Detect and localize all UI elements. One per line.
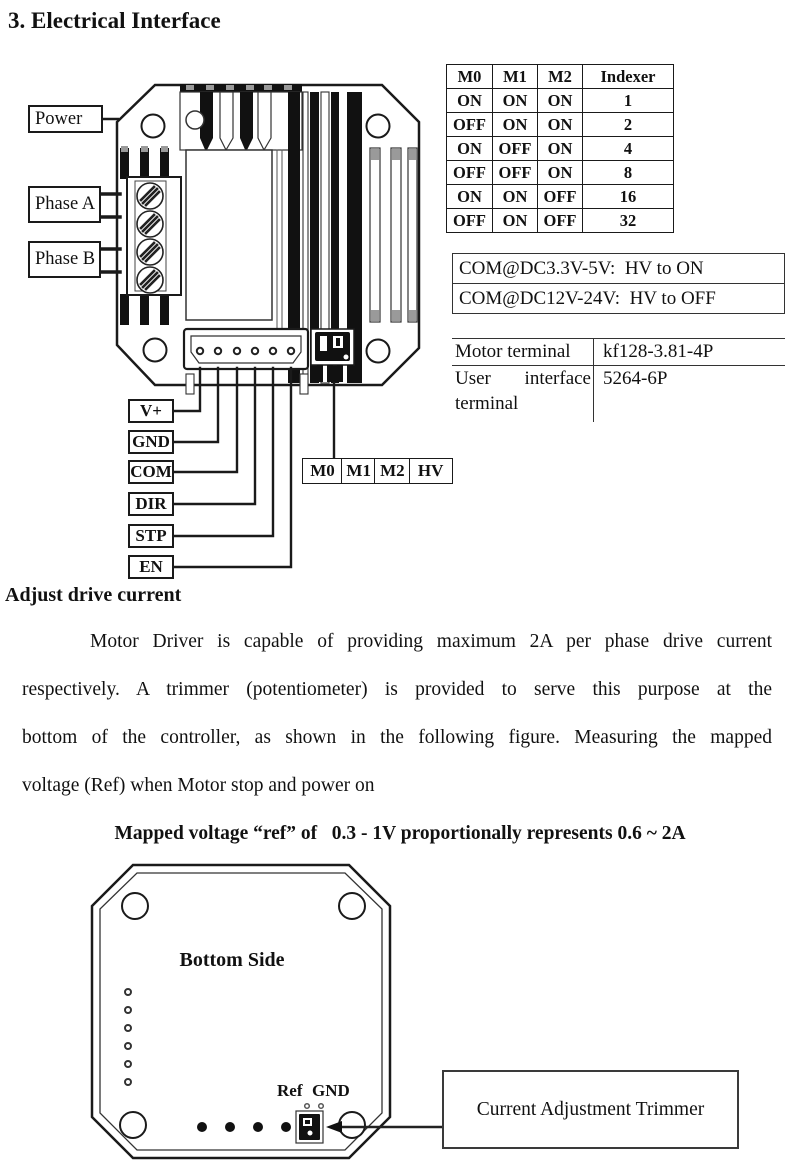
mode-label-m1: M1 [341, 458, 376, 484]
cell: ON [538, 137, 583, 161]
mode-label-m0: M0 [302, 458, 343, 484]
table-row [447, 89, 674, 113]
cell: 16 [583, 185, 674, 209]
table-row [447, 185, 674, 209]
phase-a-label-box [28, 186, 101, 223]
bottom-side-label: Bottom Side [179, 949, 285, 971]
paragraph-line: bottom of the controller, as shown in the following figure. Measuring the mapped [22, 727, 772, 748]
table-row [447, 137, 674, 161]
cell: OFF [447, 161, 493, 185]
fin-hole [186, 111, 204, 129]
page-title: 3. Electrical Interface [8, 8, 221, 33]
terminal-name: User interface terminal [452, 366, 594, 422]
cell: OFF [493, 161, 538, 185]
power-label: Power [35, 108, 83, 129]
dip-switch [311, 329, 354, 382]
cell: ON [538, 113, 583, 137]
cell: ON [538, 161, 583, 185]
indexer-header-row [447, 65, 674, 89]
driver-bottom-view [92, 865, 444, 1158]
phase-b-label: Phase B [35, 249, 96, 269]
mode-pin-row [302, 458, 453, 484]
cell: 1 [583, 89, 674, 113]
cell: ON [493, 113, 538, 137]
phase-a-label: Phase A [35, 194, 96, 214]
cell: ON [493, 89, 538, 113]
cell: OFF [538, 185, 583, 209]
pin-label-vplus: V+ [128, 399, 174, 423]
indexer-header: Indexer [583, 65, 674, 89]
com-voltage-table [452, 253, 785, 314]
cell: ON [447, 185, 493, 209]
table-row [452, 339, 785, 366]
cell: OFF [447, 209, 493, 233]
trimmer-callout-box [442, 1070, 739, 1149]
terminal-value: 5264-6P [603, 368, 668, 389]
pin-label-stp: STP [128, 524, 174, 548]
section-heading: Adjust drive current [5, 584, 182, 606]
cell: OFF [538, 209, 583, 233]
mode-label-m2: M2 [374, 458, 410, 484]
pin-label-dir: DIR [128, 492, 174, 516]
terminal-spec-table [452, 338, 785, 422]
table-row [452, 366, 785, 422]
paragraph-line: respectively. A trimmer (potentiometer) is provided to serve this purpose at the [22, 679, 772, 700]
paragraph-line: Motor Driver is capable of providing maximum 2A per phase drive current [90, 631, 772, 652]
trimmer [296, 1111, 323, 1143]
cell: 32 [583, 209, 674, 233]
cell: ON [447, 137, 493, 161]
indexer-header: M0 [447, 65, 493, 89]
cell: 2 [583, 113, 674, 137]
ref-label: Ref [277, 1081, 303, 1100]
cell: OFF [493, 137, 538, 161]
heatsink-fin-group-top [180, 84, 302, 152]
terminal-value: kf128-3.81-4P [603, 341, 714, 362]
com-row-1: COM@DC3.3V-5V: HV to ON [453, 254, 784, 284]
cell: 4 [583, 137, 674, 161]
cell: OFF [447, 113, 493, 137]
phase-b-label-box [28, 241, 101, 278]
paragraph-line: voltage (Ref) when Motor stop and power on [22, 775, 375, 796]
gnd-label: GND [312, 1081, 350, 1100]
cell: 8 [583, 161, 674, 185]
pin-label-com: COM [128, 460, 174, 484]
indexer-header: M2 [538, 65, 583, 89]
pin-label-gnd: GND [128, 430, 174, 454]
table-row [447, 161, 674, 185]
cell: ON [493, 209, 538, 233]
pin-label-en: EN [128, 555, 174, 579]
com-row-2: COM@DC12V-24V: HV to OFF [459, 288, 716, 309]
cell: ON [447, 89, 493, 113]
terminal-name: Motor terminal [452, 339, 594, 365]
trimmer-callout-text: Current Adjustment Trimmer [476, 1098, 705, 1120]
cell: ON [493, 185, 538, 209]
cell: ON [538, 89, 583, 113]
mode-label-hv: HV [409, 458, 453, 484]
center-board-area [186, 150, 272, 320]
indexer-table [446, 64, 674, 233]
table-row [447, 209, 674, 233]
indexer-header: M1 [493, 65, 538, 89]
table-row [447, 113, 674, 137]
mapped-voltage-note: Mapped voltage “ref” of 0.3 - 1V proportionally represents 0.6 ~ 2A [114, 823, 686, 844]
power-label-box [28, 105, 103, 133]
